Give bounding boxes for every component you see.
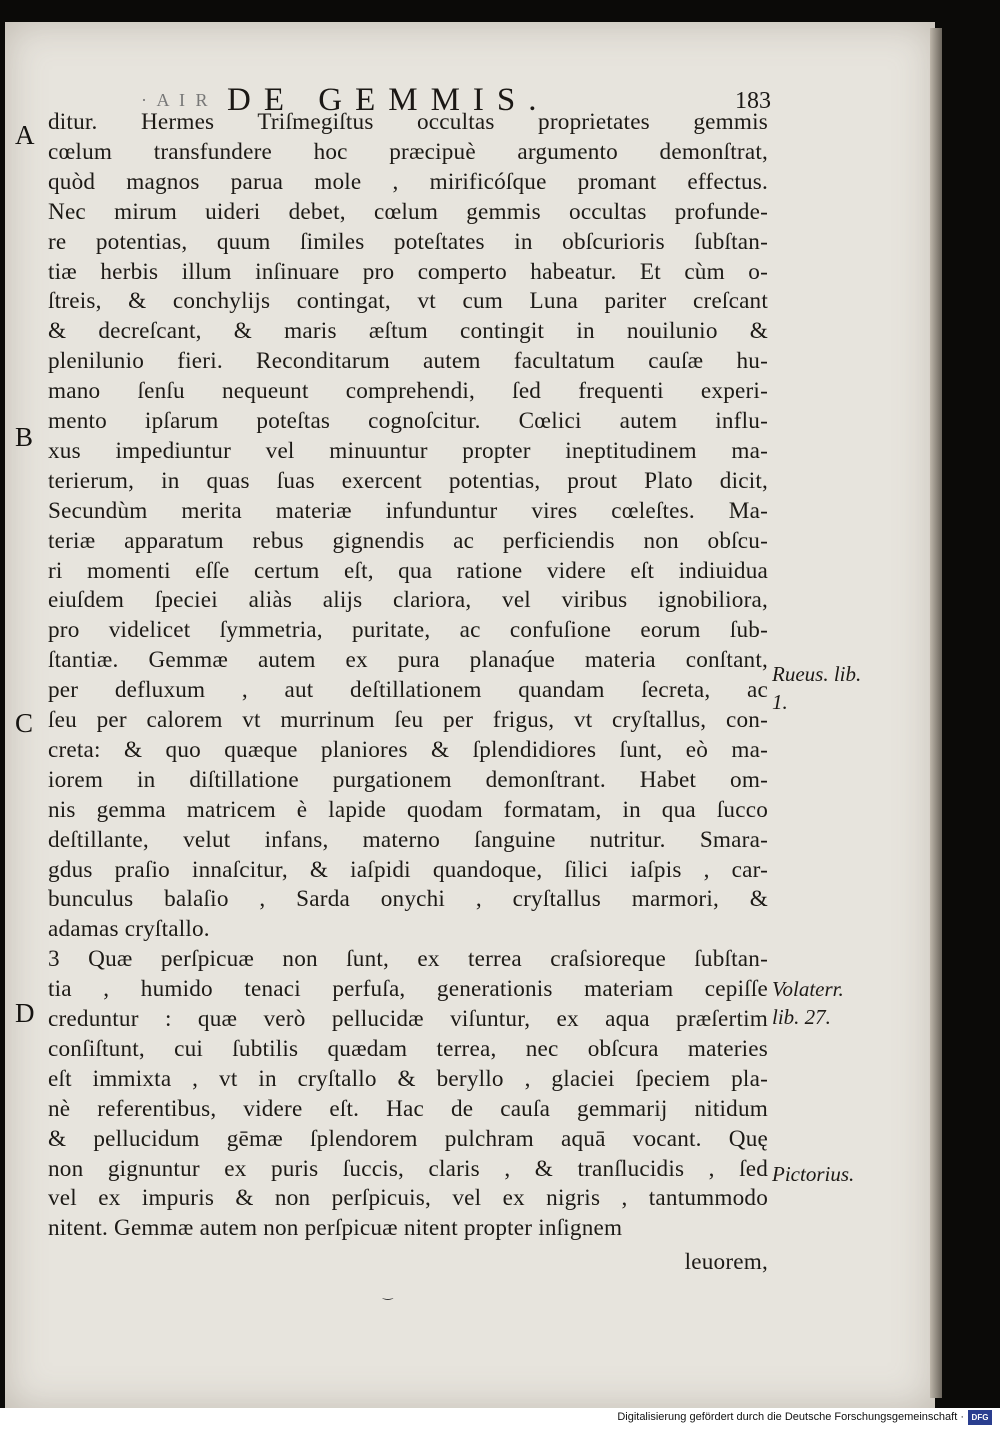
text-line: ditur. Hermes Triſmegiſtus occultas proprietates gemmis — [48, 109, 768, 135]
section-marker-a: A — [15, 120, 35, 150]
text-line: nè referentibus, videre eſt. Hac de cauſa gemmarij nitidum — [48, 1095, 768, 1122]
text-line: 3 Quæ perſpicuæ non ſunt, ex terrea craſsioreque ſubſtan- — [48, 946, 768, 973]
page-edge — [930, 28, 942, 1398]
marginal-note-pictorius: Pictorius. — [772, 1162, 855, 1186]
text-line: teriæ apparatum rebus gignendis ac perficiendis non obſcu- — [48, 527, 768, 554]
head-ornament: · A I R — [141, 90, 211, 110]
text-line: mano ſenſu nequeunt comprehendi, ſed frequenti experi- — [48, 378, 768, 405]
text-line: eſt immixta , vt in cryſtallo & beryllo , glaciei ſpeciem pla- — [48, 1065, 768, 1092]
text-line: leuorem, — [684, 1249, 768, 1276]
text-line: eiuſdem ſpeciei aliàs alijs clariora, vel viribus ignobiliora, — [48, 587, 768, 614]
text-line: & decreſcant, & maris æſtum contingit in nouilunio & — [48, 318, 768, 345]
text-line: xus impediuntur vel minuuntur propter ineptitudinem ma- — [48, 437, 768, 464]
text-line: & pellucidum gēmæ ſplendorem pulchram aquā vocant. Quę — [48, 1125, 768, 1152]
text-line: iorem in diſtillatione purgationem demonſtrant. Habet om- — [48, 766, 768, 793]
text-line: tia , humido tenaci perfuſa, generationis materiam cepiſſe — [48, 976, 768, 1003]
footer-bar — [0, 1408, 1000, 1429]
section-marker-c: C — [15, 708, 34, 738]
dfg-logo: DFG — [968, 1410, 992, 1425]
book-page — [5, 22, 935, 1408]
marginal-note-volaterr: Volaterr. — [772, 977, 844, 1001]
page-number: 183 — [735, 88, 771, 114]
text-line: non gignuntur ex puris ſuccis, claris , & tranſlucidis , ſed — [48, 1155, 768, 1182]
text-line: ſeu per calorem vt murrinum ſeu per frigus, vt cryſtallus, con- — [48, 707, 768, 733]
running-head: DE GEMMIS. — [227, 82, 550, 118]
text-line: mento ipſarum poteſtas cognoſcitur. Cœlici autem influ- — [48, 408, 768, 434]
text-line: pro videlicet ſymmetria, puritate, ac confuſione eorum ſub- — [48, 617, 768, 644]
text-line: vel ex impuris & non perſpicuis, vel ex nigris , tantummodo — [48, 1185, 768, 1212]
text-line: quòd magnos parua mole , mirificóſque promant effectus. — [48, 168, 768, 195]
text-line: conſiſtunt, cui ſubtilis quædam terrea, nec obſcura materies — [48, 1035, 768, 1062]
text-line: bunculus balaſio , Sarda onychi , cryſtallus marmori, & — [48, 886, 768, 913]
text-line: adamas cryſtallo. — [48, 916, 210, 943]
marginal-note-volaterr-book: lib. 27. — [772, 1005, 831, 1029]
text-line: deſtillante, velut infans, materno ſanguine nutritur. Smara- — [48, 826, 768, 853]
text-line: gdus praſio innaſcitur, & iaſpidi quandoque, ſilici iaſpis , car- — [48, 856, 768, 883]
text-line: cœlum transfundere hoc præcipuè argumento demonſtrat, — [48, 138, 768, 165]
text-line: terierum, in quas ſuas exercent potentias, prout Plato dicit, — [48, 467, 768, 494]
marginal-note-rueus: Rueus. lib. — [772, 662, 862, 686]
text-line: tiæ herbis illum inſinuare pro comperto habeatur. Et cùm o- — [48, 258, 768, 285]
text-line: ſtantiæ. Gemmæ autem ex pura planaq́ue materia conſtant, — [48, 647, 768, 674]
section-marker-d: D — [15, 998, 35, 1028]
ink-smudge: ‿ — [383, 1286, 393, 1300]
text-line: per defluxum , aut deſtillationem quandam ſecreta, ac — [48, 677, 768, 704]
text-line: creduntur : quæ verò pellucidæ viſuntur, ex aqua præſertim — [48, 1006, 768, 1032]
text-line: ſtreis, & conchylijs contingat, vt cum Luna pariter creſcant — [48, 288, 768, 315]
text-line: nis gemma matricem è lapide quodam formatam, in qua ſucco — [48, 796, 768, 823]
text-line: Secundùm merita materiæ infunduntur vires cœleſtes. Ma- — [48, 497, 768, 524]
text-line: re potentias, quum ſimiles poteſtates in obſcurioris ſubſtan- — [48, 228, 768, 255]
text-line: nitent. Gemmæ autem non perſpicuæ nitent propter inſignem — [48, 1215, 623, 1242]
text-line: ri momenti eſſe certum eſt, qua ratione videre eſt indiuidua — [48, 557, 768, 584]
text-line: plenilunio fieri. Reconditarum autem facultatum cauſæ hu- — [48, 348, 768, 375]
section-marker-b: B — [15, 422, 34, 452]
text-line: Nec mirum uideri debet, cœlum gemmis occultas profunde- — [48, 198, 768, 225]
footer-credit: Digitalisierung gefördert durch die Deutsche Forschungsgemeinschaft · — [617, 1411, 964, 1423]
text-line: creta: & quo quæque planiores & ſplendidiores ſunt, eò ma- — [48, 736, 768, 763]
marginal-note-rueus-book: 1. — [772, 690, 788, 714]
